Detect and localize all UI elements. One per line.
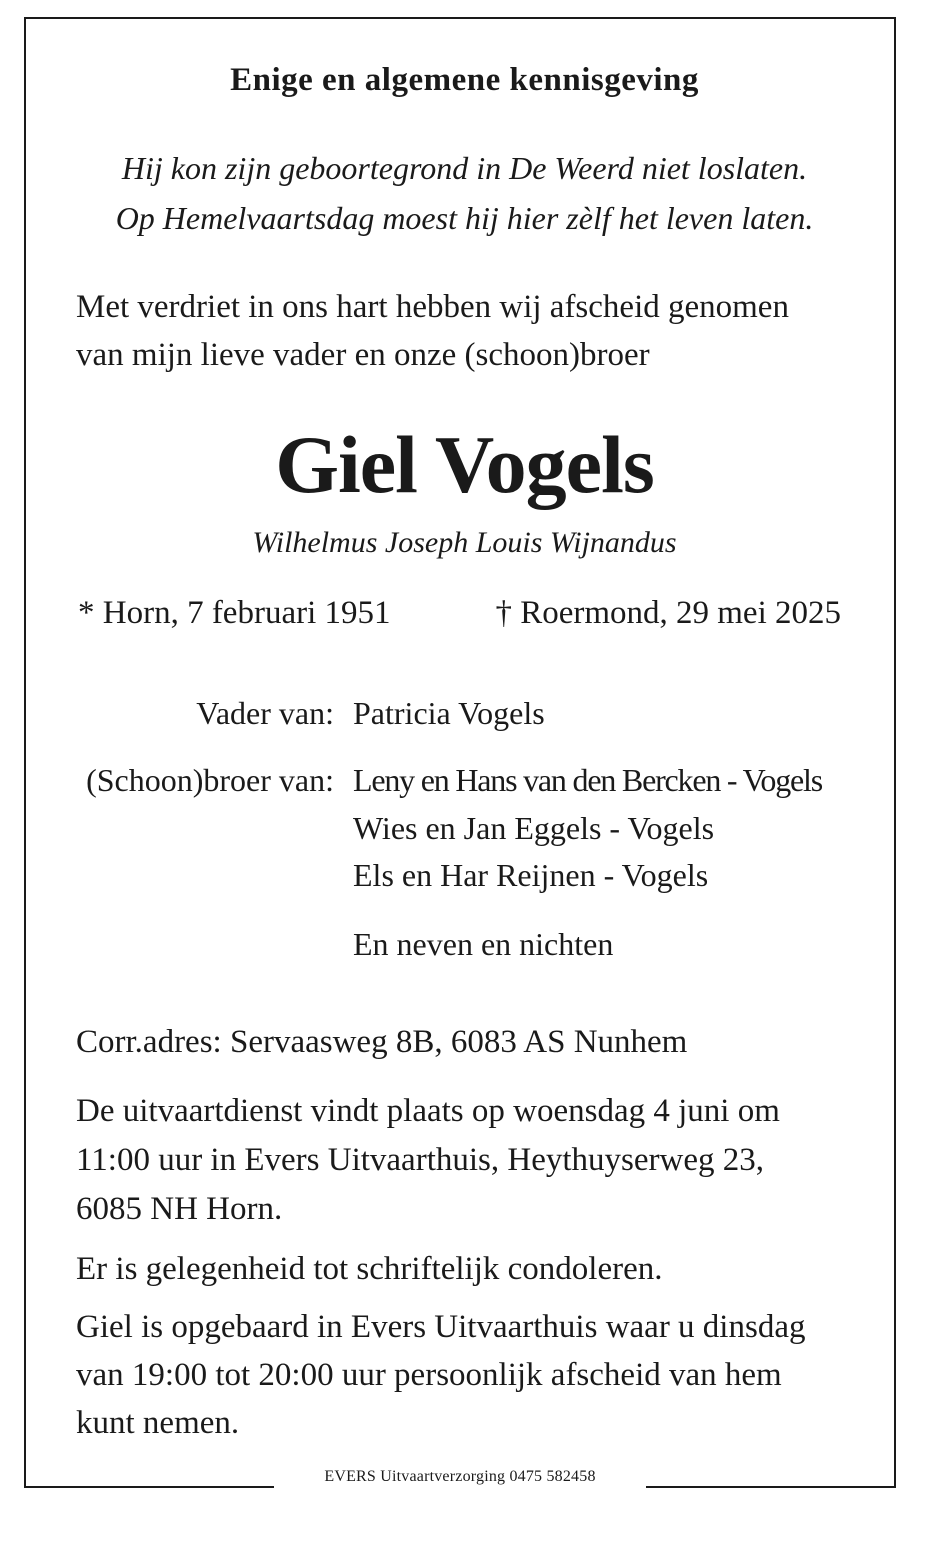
sibling-1: Leny en Hans van den Bercken - Vogels xyxy=(353,762,822,798)
birth-info: * Horn, 7 februari 1951 xyxy=(78,595,391,631)
intro-line-1: Met verdriet in ons hart hebben wij afscheid genomen xyxy=(76,289,789,325)
sibling-3: Els en Har Reijnen - Vogels xyxy=(353,857,709,893)
service-line-1: De uitvaartdienst vindt plaats op woensdag 4 juni om xyxy=(76,1093,780,1129)
service-line-2: 11:00 uur in Evers Uitvaarthuis, Heythuyserweg 23, xyxy=(76,1142,764,1178)
service-line-3: 6085 NH Horn. xyxy=(76,1191,283,1227)
death-info: † Roermond, 29 mei 2025 xyxy=(495,595,841,631)
poem-line-2: Op Hemelvaartsdag moest hij hier zèlf het leven laten. xyxy=(115,200,814,236)
father-of: Patricia Vogels xyxy=(353,695,545,731)
poem-line-1: Hij kon zijn geboortegrond in De Weerd niet loslaten. xyxy=(121,150,808,186)
father-label: Vader van: xyxy=(196,695,334,731)
deceased-full-name: Wilhelmus Joseph Louis Wijnandus xyxy=(252,526,677,559)
viewing-line-1: Giel is opgebaard in Evers Uitvaarthuis waar u dinsdag xyxy=(76,1309,806,1345)
notice-heading: Enige en algemene kennisgeving xyxy=(230,62,699,98)
correspondence-address: Corr.adres: Servaasweg 8B, 6083 AS Nunhem xyxy=(76,1024,688,1060)
sibling-2: Wies en Jan Eggels - Vogels xyxy=(353,810,715,846)
intro-line-2: van mijn lieve vader en onze (schoon)broer xyxy=(76,337,650,373)
viewing-line-3: kunt nemen. xyxy=(76,1405,240,1441)
funeral-director-footer: EVERS Uitvaartverzorging 0475 582458 xyxy=(324,1468,596,1485)
footer-rule-right xyxy=(646,1486,896,1488)
sibling-label: (Schoon)broer van: xyxy=(86,762,334,798)
viewing-line-2: van 19:00 tot 20:00 uur persoonlijk afscheid van hem xyxy=(76,1357,782,1393)
deceased-name: Giel Vogels xyxy=(275,419,654,510)
condolence-note: Er is gelegenheid tot schriftelijk condoleren. xyxy=(76,1251,663,1287)
footer-rule-left xyxy=(24,1486,274,1488)
extended-family: En neven en nichten xyxy=(353,926,614,962)
